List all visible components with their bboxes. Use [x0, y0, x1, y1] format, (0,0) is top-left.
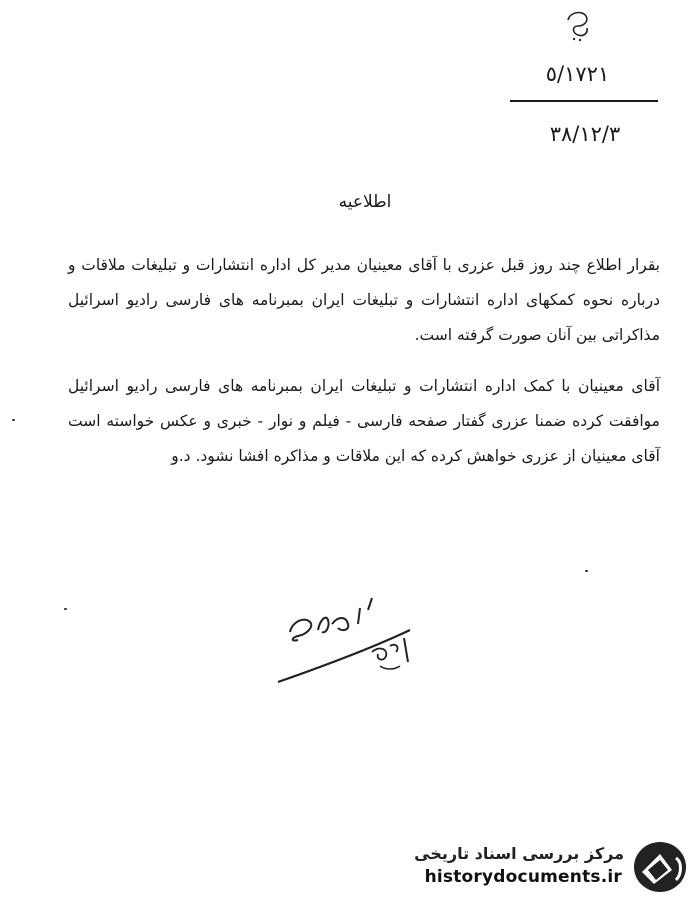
handwritten-signature	[268, 590, 428, 690]
document-title: اطلاعیه	[338, 192, 392, 212]
archive-logo-icon	[632, 840, 688, 894]
document-body	[68, 248, 660, 474]
footer-website-url: historydocuments.ir	[424, 867, 622, 887]
footer-organization-name: مرکز بررسی اسناد تاریخی	[414, 844, 624, 863]
document-date: ٣٨/١٢/٣	[549, 122, 621, 146]
reference-underline	[510, 100, 658, 102]
corner-mark-icon	[560, 6, 596, 44]
body-paragraph: بقرار اطلاع چند روز قبل عزری با آقای معینیان مدیر کل اداره انتشارات و تبلیغات ملاقات و درباره نحوه کمکهای اداره انتشارات و تبلیغات ایران بمبرنامه های فارسی رادیو اسرائیل مذاکراتی بین آنان صورت گرفته است.	[68, 256, 660, 344]
body-paragraph: آقای معینیان با کمک اداره انتشارات و تبلیغات ایران بمبرنامه های فارسی رادیو اسرائیل موافقت کرده ضمنا عزری گفتار صفحه فارسی - فیلم و نوار - خبری و عکس خواسته است آقای معینیان از عزری خواهش کرده که این ملاقات و مذاکره افشا نشود. د.و	[68, 377, 660, 465]
footer-logo	[410, 838, 692, 896]
stray-dot	[12, 419, 15, 421]
stray-dot	[64, 608, 67, 610]
stray-dot	[585, 570, 588, 572]
reference-number: ٥/١٧٢١	[545, 62, 610, 86]
